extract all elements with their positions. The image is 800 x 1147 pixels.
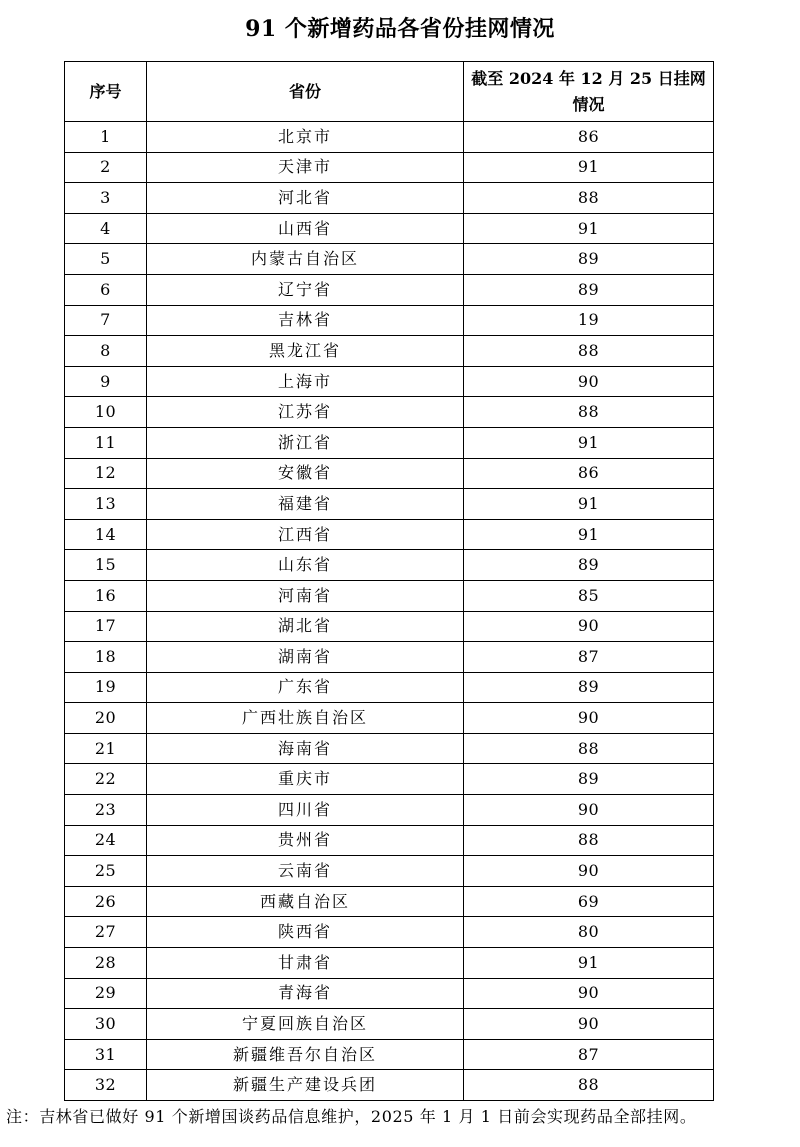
table-row bbox=[65, 733, 714, 764]
cell-index: 4 bbox=[65, 213, 147, 244]
cell-province: 黑龙江省 bbox=[147, 336, 464, 367]
cell-count: 91 bbox=[464, 213, 714, 244]
cell-count: 88 bbox=[464, 1070, 714, 1101]
cell-province: 福建省 bbox=[147, 489, 464, 520]
cell-province: 上海市 bbox=[147, 366, 464, 397]
cell-count: 87 bbox=[464, 642, 714, 673]
cell-count: 90 bbox=[464, 856, 714, 887]
table-row bbox=[65, 672, 714, 703]
table-row bbox=[65, 886, 714, 917]
cell-index: 19 bbox=[65, 672, 147, 703]
cell-province: 新疆生产建设兵团 bbox=[147, 1070, 464, 1101]
table-row bbox=[65, 1039, 714, 1070]
table-row bbox=[65, 336, 714, 367]
cell-index: 13 bbox=[65, 489, 147, 520]
cell-province: 四川省 bbox=[147, 795, 464, 826]
cell-province: 内蒙古自治区 bbox=[147, 244, 464, 275]
table-row bbox=[65, 550, 714, 581]
table-row bbox=[65, 580, 714, 611]
document-title: 91 个新增药品各省份挂网情况 bbox=[245, 16, 555, 42]
cell-index: 15 bbox=[65, 550, 147, 581]
cell-province: 江苏省 bbox=[147, 397, 464, 428]
table-row bbox=[65, 917, 714, 948]
cell-count: 90 bbox=[464, 1009, 714, 1040]
cell-index: 12 bbox=[65, 458, 147, 489]
cell-index: 29 bbox=[65, 978, 147, 1009]
cell-province: 重庆市 bbox=[147, 764, 464, 795]
cell-index: 6 bbox=[65, 274, 147, 305]
cell-index: 31 bbox=[65, 1039, 147, 1070]
table-row bbox=[65, 703, 714, 734]
cell-count: 87 bbox=[464, 1039, 714, 1070]
cell-count: 90 bbox=[464, 703, 714, 734]
cell-index: 10 bbox=[65, 397, 147, 428]
cell-count: 90 bbox=[464, 611, 714, 642]
table-body bbox=[65, 122, 714, 1101]
cell-index: 24 bbox=[65, 825, 147, 856]
cell-index: 25 bbox=[65, 856, 147, 887]
cell-count: 91 bbox=[464, 427, 714, 458]
cell-index: 20 bbox=[65, 703, 147, 734]
cell-index: 32 bbox=[65, 1070, 147, 1101]
table-row bbox=[65, 427, 714, 458]
table-row bbox=[65, 366, 714, 397]
cell-index: 1 bbox=[65, 122, 147, 153]
cell-index: 27 bbox=[65, 917, 147, 948]
cell-count: 69 bbox=[464, 886, 714, 917]
cell-count: 90 bbox=[464, 795, 714, 826]
cell-province: 湖南省 bbox=[147, 642, 464, 673]
cell-province: 山东省 bbox=[147, 550, 464, 581]
cell-count: 90 bbox=[464, 978, 714, 1009]
table-row bbox=[65, 519, 714, 550]
cell-count: 91 bbox=[464, 489, 714, 520]
province-listing-table bbox=[64, 61, 714, 1101]
cell-count: 91 bbox=[464, 519, 714, 550]
footnote: 注：吉林省已做好 91 个新增国谈药品信息维护，2025 年 1 月 1 日前会实现药品全部挂网。 bbox=[6, 1107, 697, 1126]
cell-province: 北京市 bbox=[147, 122, 464, 153]
header-count: 截至 2024 年 12 月 25 日挂网情况 bbox=[464, 62, 714, 122]
cell-index: 7 bbox=[65, 305, 147, 336]
table-row bbox=[65, 1070, 714, 1101]
cell-index: 17 bbox=[65, 611, 147, 642]
table-row bbox=[65, 183, 714, 214]
cell-count: 89 bbox=[464, 764, 714, 795]
cell-province: 广西壮族自治区 bbox=[147, 703, 464, 734]
cell-province: 江西省 bbox=[147, 519, 464, 550]
cell-province: 西藏自治区 bbox=[147, 886, 464, 917]
cell-count: 91 bbox=[464, 152, 714, 183]
cell-index: 23 bbox=[65, 795, 147, 826]
cell-province: 浙江省 bbox=[147, 427, 464, 458]
table-row bbox=[65, 795, 714, 826]
cell-index: 2 bbox=[65, 152, 147, 183]
cell-count: 88 bbox=[464, 825, 714, 856]
table-row bbox=[65, 213, 714, 244]
table-row bbox=[65, 489, 714, 520]
cell-province: 吉林省 bbox=[147, 305, 464, 336]
cell-index: 21 bbox=[65, 733, 147, 764]
table-row bbox=[65, 642, 714, 673]
cell-province: 广东省 bbox=[147, 672, 464, 703]
cell-count: 86 bbox=[464, 458, 714, 489]
cell-index: 3 bbox=[65, 183, 147, 214]
table-row bbox=[65, 764, 714, 795]
cell-count: 85 bbox=[464, 580, 714, 611]
table-row bbox=[65, 274, 714, 305]
table-row bbox=[65, 948, 714, 979]
table-row bbox=[65, 305, 714, 336]
header-index: 序号 bbox=[65, 62, 147, 122]
cell-count: 88 bbox=[464, 397, 714, 428]
header-province: 省份 bbox=[147, 62, 464, 122]
cell-index: 26 bbox=[65, 886, 147, 917]
cell-province: 山西省 bbox=[147, 213, 464, 244]
cell-province: 甘肃省 bbox=[147, 948, 464, 979]
cell-index: 22 bbox=[65, 764, 147, 795]
cell-province: 新疆维吾尔自治区 bbox=[147, 1039, 464, 1070]
table-row bbox=[65, 244, 714, 275]
cell-index: 28 bbox=[65, 948, 147, 979]
table-row bbox=[65, 856, 714, 887]
cell-province: 贵州省 bbox=[147, 825, 464, 856]
cell-index: 30 bbox=[65, 1009, 147, 1040]
cell-count: 88 bbox=[464, 336, 714, 367]
table-row bbox=[65, 1009, 714, 1040]
cell-province: 湖北省 bbox=[147, 611, 464, 642]
table-row bbox=[65, 978, 714, 1009]
cell-index: 5 bbox=[65, 244, 147, 275]
cell-province: 辽宁省 bbox=[147, 274, 464, 305]
cell-province: 宁夏回族自治区 bbox=[147, 1009, 464, 1040]
cell-count: 89 bbox=[464, 550, 714, 581]
cell-count: 80 bbox=[464, 917, 714, 948]
cell-province: 陕西省 bbox=[147, 917, 464, 948]
cell-province: 天津市 bbox=[147, 152, 464, 183]
table-row bbox=[65, 611, 714, 642]
cell-count: 89 bbox=[464, 244, 714, 275]
cell-province: 云南省 bbox=[147, 856, 464, 887]
table-header-row bbox=[65, 62, 714, 122]
cell-province: 河南省 bbox=[147, 580, 464, 611]
cell-province: 海南省 bbox=[147, 733, 464, 764]
table-row bbox=[65, 152, 714, 183]
cell-count: 86 bbox=[464, 122, 714, 153]
cell-province: 河北省 bbox=[147, 183, 464, 214]
cell-count: 88 bbox=[464, 733, 714, 764]
cell-count: 90 bbox=[464, 366, 714, 397]
cell-count: 88 bbox=[464, 183, 714, 214]
table-row bbox=[65, 122, 714, 153]
cell-count: 89 bbox=[464, 274, 714, 305]
cell-index: 16 bbox=[65, 580, 147, 611]
cell-index: 9 bbox=[65, 366, 147, 397]
cell-index: 8 bbox=[65, 336, 147, 367]
table-row bbox=[65, 825, 714, 856]
cell-count: 19 bbox=[464, 305, 714, 336]
table-row bbox=[65, 458, 714, 489]
cell-province: 安徽省 bbox=[147, 458, 464, 489]
cell-count: 89 bbox=[464, 672, 714, 703]
cell-index: 11 bbox=[65, 427, 147, 458]
cell-count: 91 bbox=[464, 948, 714, 979]
cell-index: 14 bbox=[65, 519, 147, 550]
cell-index: 18 bbox=[65, 642, 147, 673]
cell-province: 青海省 bbox=[147, 978, 464, 1009]
table-row bbox=[65, 397, 714, 428]
